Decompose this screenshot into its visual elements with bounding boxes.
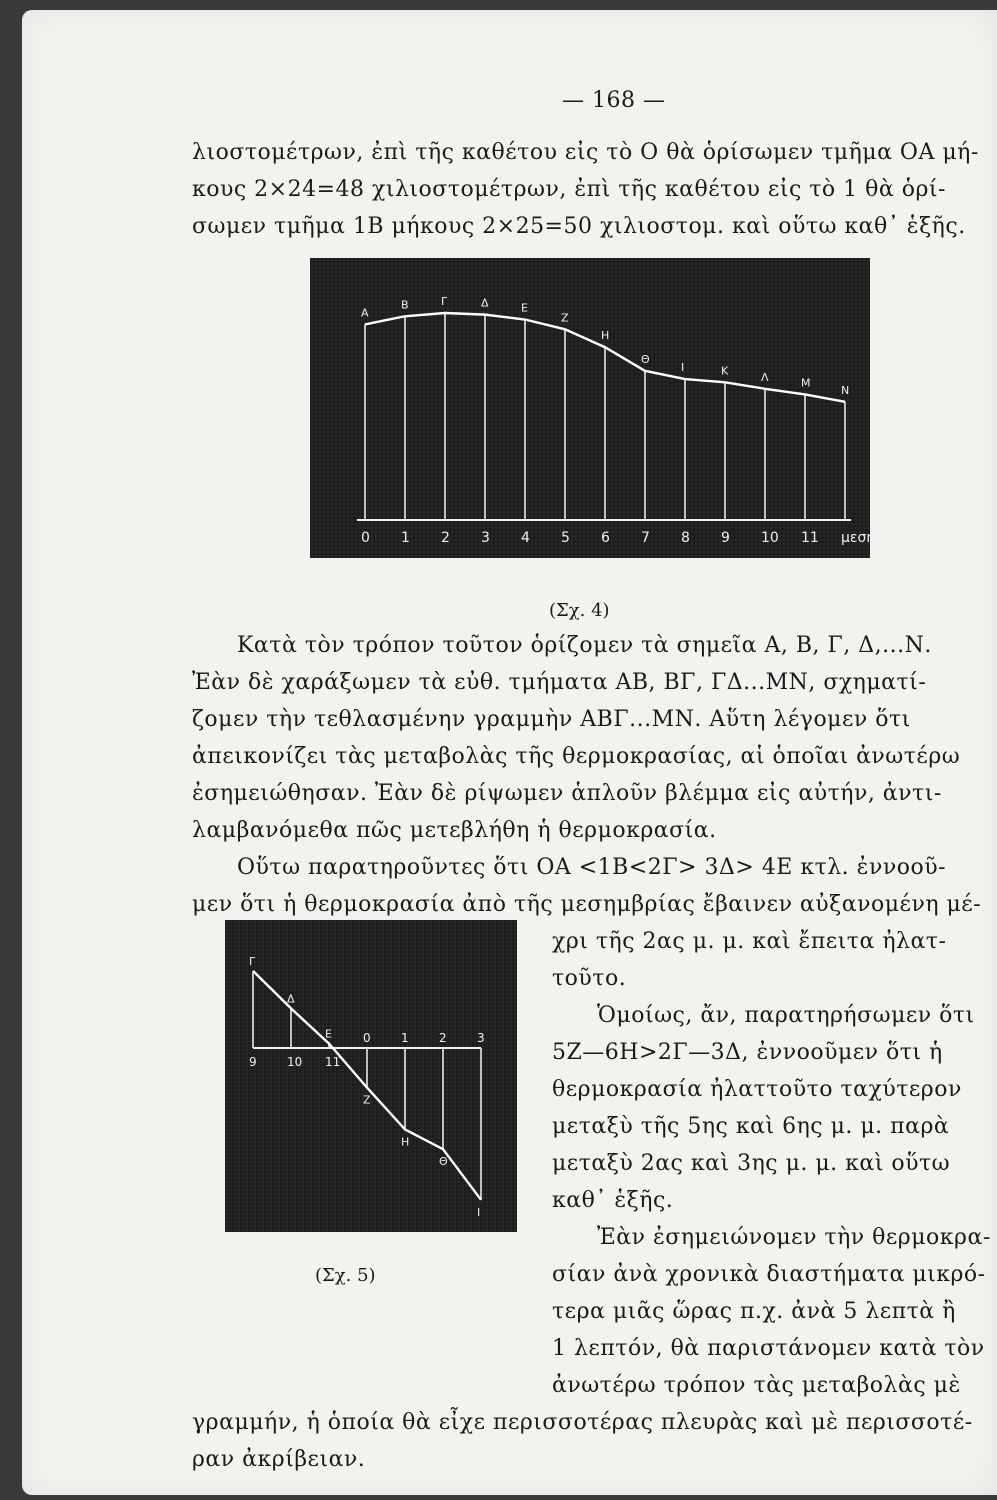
point-label: Κ [721, 364, 729, 378]
text-line: γραμμήν, ἡ ὁποία θὰ εἶχε περισσοτέρας πλευρὰς καὶ μὲ περισσοτέ- [192, 1410, 973, 1435]
axis-tick-label: 1 [401, 530, 410, 546]
axis-tick-label: 2 [439, 1031, 447, 1045]
point-label: Θ [641, 352, 650, 366]
figure-4-svg [310, 258, 889, 558]
figure-5-caption: (Σχ. 5) [315, 1265, 376, 1286]
book-page [22, 10, 997, 1495]
text-line: λαμβανόμεθα πῶς μετεβλήθη ἡ θερμοκρασία. [192, 818, 717, 843]
text-line: Οὕτω παρατηροῦντες ὅτι ΟΑ <1Β<2Γ> 3Δ> 4Ε κτλ. ἐννοοῦ- [237, 855, 947, 880]
text-line: λιοστομέτρων, ἐπὶ τῆς καθέτου εἰς τὸ Ο θὰ ὁρίσωμεν τμῆμα ΟΑ μή- [192, 140, 979, 165]
page-number: — 168 — [562, 88, 666, 113]
point-label: Μ [801, 376, 811, 390]
point-label: Γ [249, 955, 256, 968]
figure-5-temperature-chart [225, 920, 517, 1232]
point-label: Θ [439, 1155, 448, 1169]
text-line: θερμοκρασία ἠλαττοῦτο ταχύτερον [552, 1077, 962, 1102]
text-line: Ἐὰν δὲ χαράξωμεν τὰ εὐθ. τμήματα ΑΒ, ΒΓ, ΓΔ...ΜΝ, σχηματί- [192, 670, 927, 695]
point-label: Ζ [363, 1093, 371, 1107]
axis-tick-label: 1 [401, 1031, 409, 1045]
text-line: Κατὰ τὸν τρόπον τοῦτον ὁρίζομεν τὰ σημεῖα Α, Β, Γ, Δ,...Ν. [237, 633, 932, 658]
text-line: 1 λεπτόν, θὰ παριστάνομεν κατὰ τὸν [552, 1336, 985, 1361]
axis-tick-label: μεσημ. [841, 530, 889, 546]
axis-tick-label: 6 [601, 530, 610, 546]
text-line: μεταξὺ τῆς 5ης καὶ 6ης μ. μ. παρὰ [552, 1114, 950, 1139]
point-label: Ι [681, 361, 685, 375]
axis-tick-label: 8 [681, 530, 690, 546]
text-line: ἀνωτέρω τρόπον τὰς μεταβολὰς μὲ [552, 1373, 961, 1398]
figure-4-caption: (Σχ. 4) [549, 600, 610, 621]
axis-tick-label: 7 [641, 530, 650, 546]
axis-tick-label: 4 [521, 530, 530, 546]
axis-tick-label: 0 [363, 1031, 371, 1045]
text-line: κους 2×24=48 χιλιοστομέτρων, ἐπὶ τῆς καθέτου εἰς τὸ 1 θὰ ὁρί- [192, 177, 946, 202]
point-label: Λ [761, 370, 769, 384]
point-label: Δ [287, 992, 295, 1006]
text-line: μεν ὅτι ἡ θερμοκρασία ἀπὸ τῆς μεσημβρίας ἔβαινεν αὐξανομένη μέ- [192, 892, 982, 917]
axis-tick-label: 9 [721, 530, 730, 546]
point-label: Η [401, 1135, 410, 1149]
figure-4-temperature-chart [310, 258, 889, 558]
axis-tick-label: 9 [249, 1055, 257, 1069]
text-line: καθ᾿ ἑξῆς. [552, 1188, 674, 1213]
axis-tick-label: 11 [801, 530, 819, 546]
text-line: ἐσημειώθησαν. Ἐὰν δὲ ρίψωμεν ἁπλοῦν βλέμμα εἰς αὐτήν, ἀντι- [192, 781, 942, 806]
axis-tick-label: 10 [761, 530, 779, 546]
text-line: ζομεν τὴν τεθλασμένην γραμμὴν ΑΒΓ...ΜΝ. Αὕτη λέγομεν ὅτι [192, 707, 911, 732]
text-line: χρι τῆς 2ας μ. μ. καὶ ἔπειτα ἠλατ- [552, 929, 947, 954]
axis-tick-label: 2 [441, 530, 450, 546]
text-line: τοῦτο. [552, 966, 627, 991]
text-line: Ὁμοίως, ἄν, παρατηρήσωμεν ὅτι [597, 1003, 975, 1028]
text-line: ραν ἀκρίβειαν. [192, 1447, 366, 1472]
axis-tick-label: 11 [325, 1055, 341, 1069]
text-line: Ἐὰν ἐσημειώνομεν τὴν θερμοκρα- [597, 1225, 991, 1250]
axis-tick-label: 3 [481, 530, 490, 546]
point-label: Ε [325, 1027, 332, 1041]
text-line: τερα μιᾶς ὥρας π.χ. ἀνὰ 5 λεπτὰ ἢ [552, 1299, 956, 1324]
point-label: Ε [521, 301, 528, 315]
point-label: Β [401, 298, 409, 312]
figure-5-svg [225, 920, 517, 1232]
axis-tick-label: 10 [287, 1055, 303, 1069]
axis-tick-label: 5 [561, 530, 570, 546]
point-label: Ι [477, 1205, 481, 1219]
axis-tick-label: 3 [477, 1031, 485, 1045]
text-line: 5Ζ—6Η>2Γ—3Δ, ἐννοοῦμεν ὅτι ἡ [552, 1040, 943, 1065]
point-label: Η [601, 329, 610, 343]
point-label: Ζ [561, 311, 569, 325]
text-line: σωμεν τμῆμα 1Β μήκους 2×25=50 χιλιοστομ. καὶ οὕτω καθ᾿ ἑξῆς. [192, 214, 966, 239]
point-label: Α [361, 306, 369, 320]
point-label: Δ [481, 296, 489, 310]
axis-tick-label: 0 [361, 530, 370, 546]
point-label: Ν [841, 383, 850, 397]
text-line: σίαν ἀνὰ χρονικὰ διαστήματα μικρό- [552, 1262, 986, 1287]
text-line: ἀπεικονίζει τὰς μεταβολὰς τῆς θερμοκρασίας, αἱ ὁποῖαι ἀνωτέρω [192, 744, 961, 769]
text-line: μεταξὺ 2ας καὶ 3ης μ. μ. καὶ οὕτω [552, 1151, 951, 1176]
point-label: Γ [441, 295, 448, 308]
